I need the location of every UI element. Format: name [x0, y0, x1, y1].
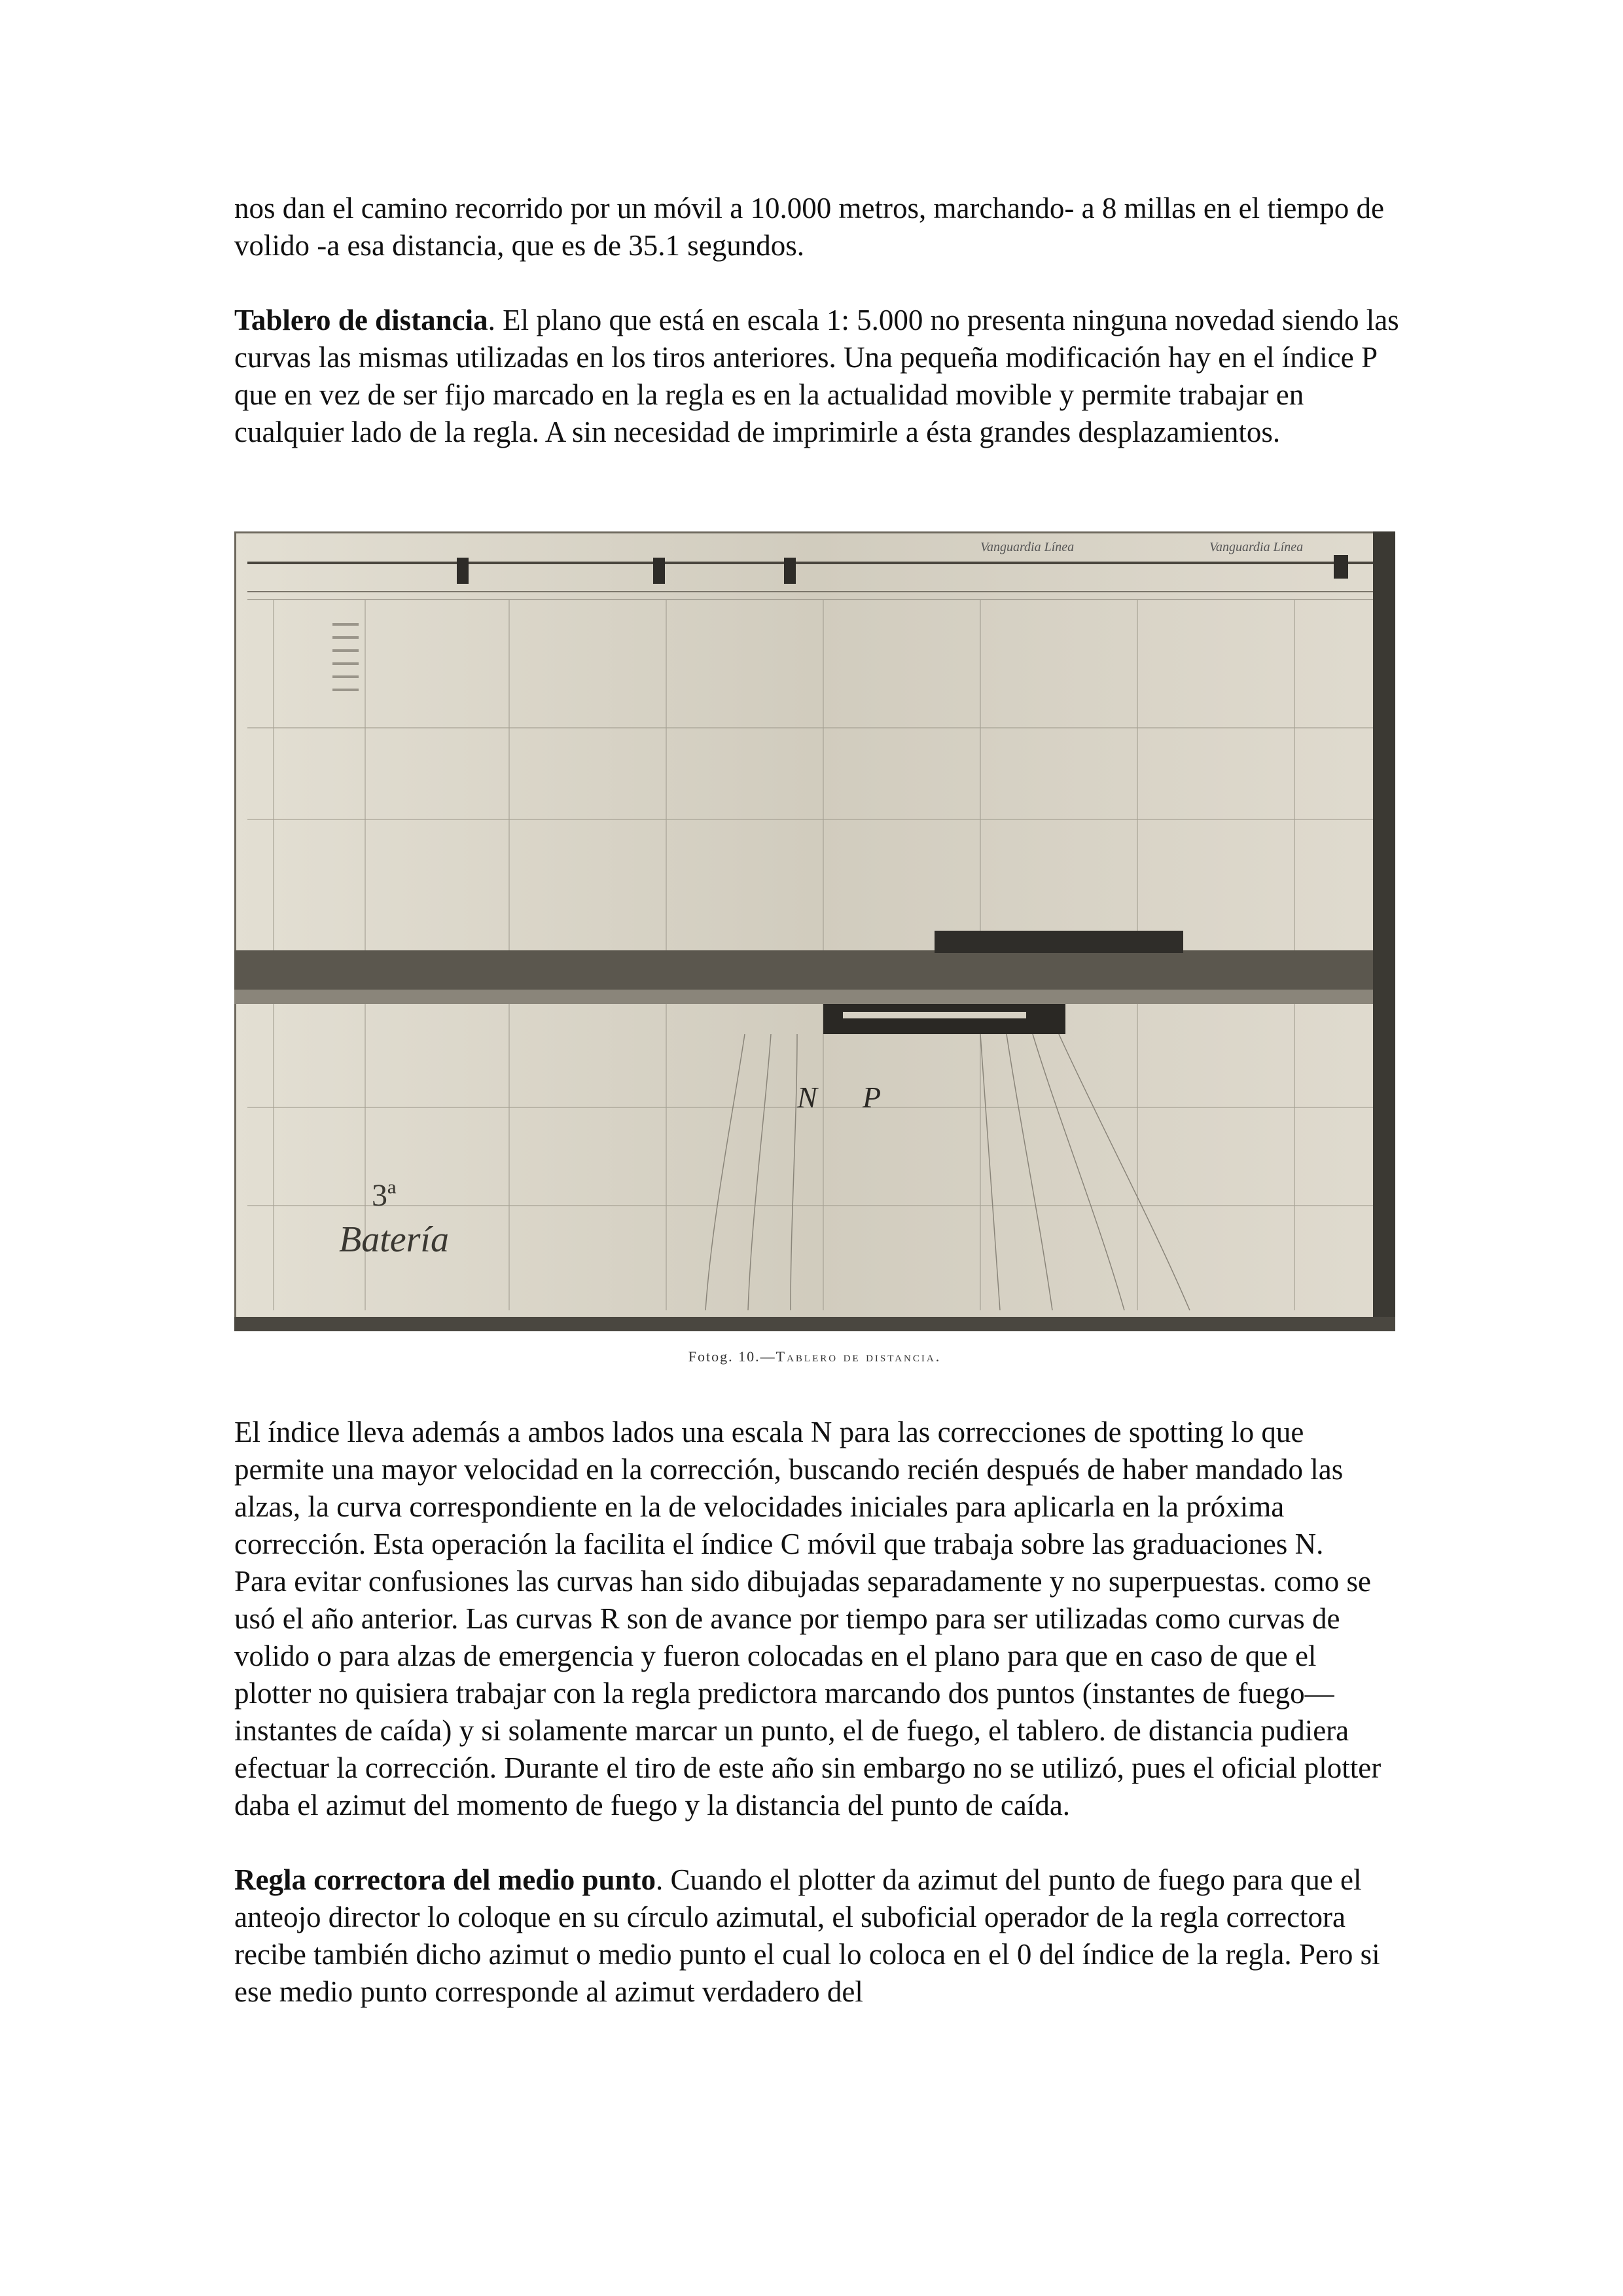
stamp-line-2: Batería — [339, 1219, 449, 1260]
paragraph-3: El índice lleva además a ambos lados una escala N para las correcciones de spotting lo que permite una mayor velocidad en la corrección, buscando recién después de haber mandado las alzas, la curva correspondiente en la de velocidades iniciales para aplicarla en la próxima corrección. Esta operación la facilita el índice C móvil que trabaja sobre las graduaciones N. — [234, 1416, 1344, 1560]
heading-tablero: Tablero de distancia — [234, 304, 488, 336]
top-text — [234, 190, 1399, 451]
paragraph-2-body: . El plano que está en escala 1: 5.000 no presenta ninguna novedad siendo las curvas las mismas utilizadas en los tiros anteriores. Una pequeña modificación hay en el índice P que en vez de ser fijo marcado en la regla es en la actualidad movible y permite trabajar en cualquier lado de la regla. A sin necesidad de imprimirle a ésta grandes desplazamientos. — [234, 304, 1399, 448]
ruler-block — [935, 931, 1183, 953]
lower-text — [234, 1414, 1399, 2011]
paragraph-1: nos dan el camino recorrido por un móvil a 10.000 metros, marchando- a 8 millas en el tiempo de volido -a esa distancia, que es de 35.1 segundos. — [234, 192, 1385, 262]
heading-regla: Regla correctora del medio punto — [234, 1863, 656, 1896]
paragraph-4: Para evitar confusiones las curvas han sido dibujadas separadamente y no superpuestas. como se usó el año anterior. Las curvas R son de avance por tiempo para ser utilizadas como curvas de volido o para alzas de emergencia y fueron colocadas en el plano para que en caso de que el plotter no quisiera trabajar con la regla predictora marcando dos puntos (instantes de fuego—instantes de caída) y si solamente marcar un punto, el de fuego, el tablero. de distancia pudiera efectuar la corrección. Durante el tiro de este año sin embargo no se utilizó, pues el oficial plotter daba el azimut del momento de fuego y la distancia del punto de caída. — [234, 1565, 1382, 1821]
paragraph-5 — [234, 1861, 1399, 2011]
label-n: N — [797, 1081, 817, 1114]
ruler — [234, 950, 1373, 990]
board-photo — [234, 531, 1395, 1331]
paragraph-5-body: . Cuando el plotter da azimut del punto de fuego para que el anteojo director lo coloque en su círculo azimutal, el suboficial operador de la regla correctora recibe también dicho azimut o medio punto el cual lo coloca en el 0 del índice de la regla. Pero si ese medio punto corresponde al azimut verdadero del — [234, 1863, 1380, 2008]
label-p: P — [863, 1081, 882, 1114]
stamp-line-1: 3ª — [372, 1178, 397, 1213]
header-label-1: Vanguardia Línea — [980, 540, 1075, 554]
header-label-2: Vanguardia Línea — [1209, 540, 1304, 554]
figure-tablero-distancia — [234, 531, 1395, 1374]
paragraph-2 — [234, 302, 1399, 451]
figure-caption — [234, 1348, 1395, 1365]
caption-title: Tablero de distancia. — [776, 1348, 942, 1365]
index-carrier — [823, 1004, 1065, 1034]
caption-prefix: Fotog. 10.— — [688, 1348, 776, 1365]
